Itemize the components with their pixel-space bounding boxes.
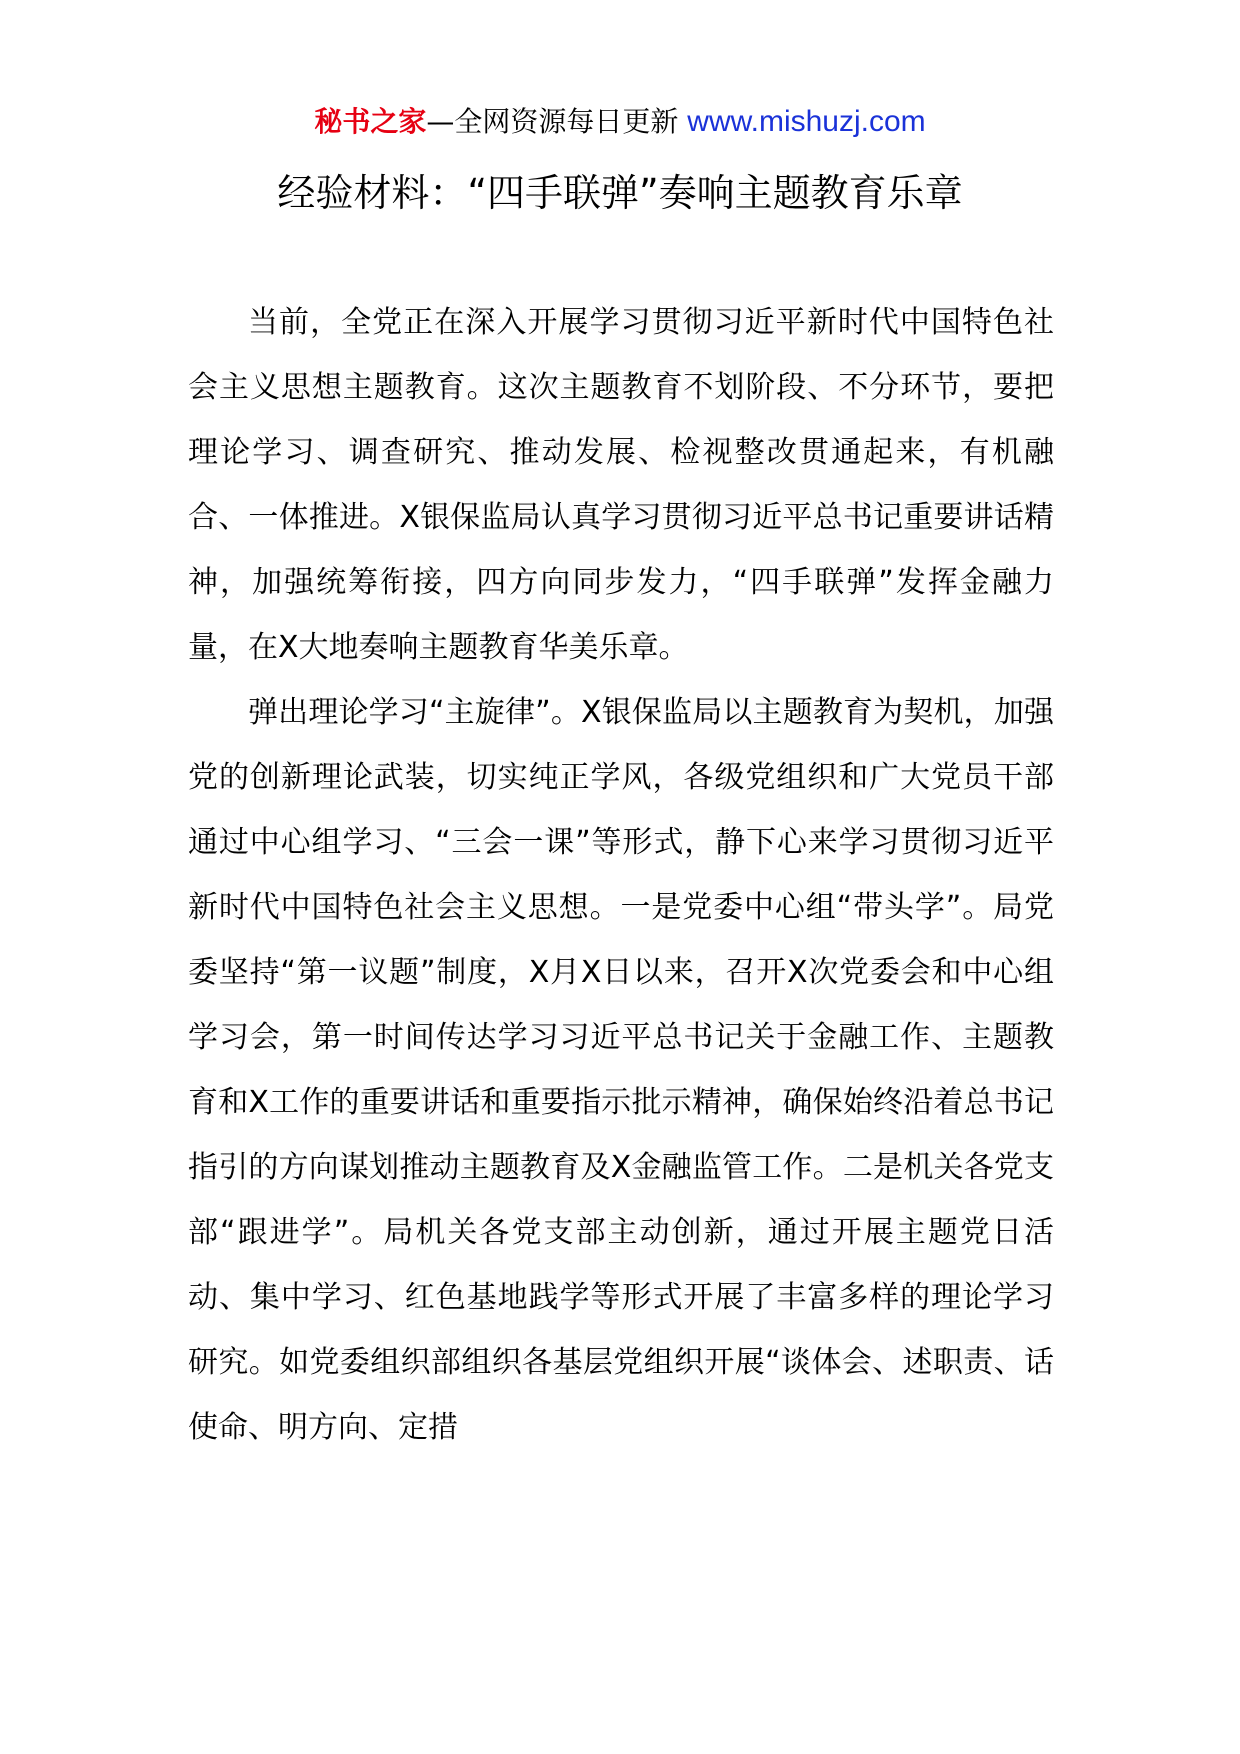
site-header — [0, 102, 1240, 142]
site-url-link[interactable]: www.mishuzj.com — [687, 105, 926, 138]
body-paragraph: 弹出理论学习“主旋律”。X银保监局以主题教育为契机，加强党的创新理论武装，切实纯正学风，各级党组织和广大党员干部通过中心组学习、“三会一课”等形式，静下心来学习贯彻习近平新时代中国特色社会主义思想。一是党委中心组“带头学”。局党委坚持“第一议题”制度，X月X日以来，召开X次党委会和中心组学习会，第一时间传达学习习近平总书记关于金融工作、主题教育和X工作的重要讲话和重要指示批示精神，确保始终沿着总书记指引的方向谋划推动主题教育及X金融监管工作。二是机关各党支部“跟进学”。局机关各党支部主动创新，通过开展主题党日活动、集中学习、红色基地践学等形式开展了丰富多样的理论学习研究。如党委组织部组织各基层党组织开展“谈体会、述职责、话使命、明方向、定措 — [188, 695, 1054, 1445]
body-paragraph: 当前，全党正在深入开展学习贯彻习近平新时代中国特色社会主义思想主题教育。这次主题教育不划阶段、不分环节，要把理论学习、调查研究、推动发展、检视整改贯通起来，有机融合、一体推进。X银保监局认真学习贯彻习近平总书记重要讲话精神，加强统筹衔接，四方向同步发力，“四手联弹”发挥金融力量，在X大地奏响主题教育华美乐章。 — [188, 305, 1054, 665]
brand-name: 秘书之家 — [314, 105, 427, 138]
document-title: 经验材料：“四手联弹”奏响主题教育乐章 — [277, 171, 963, 215]
header-slogan: —全网资源每日更新 — [426, 105, 679, 138]
document-body — [188, 290, 1054, 1460]
